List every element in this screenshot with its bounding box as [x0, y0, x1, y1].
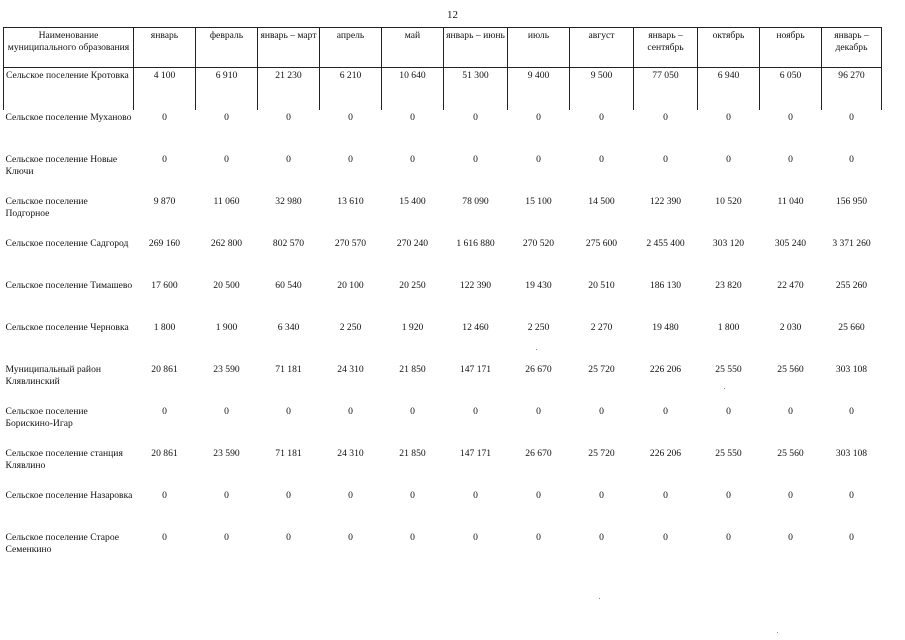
- row-value-cell: 0: [663, 154, 668, 165]
- row-value-cell: 0: [849, 112, 854, 123]
- row-value-cell: 0: [788, 490, 793, 501]
- row-value-cell: 11 060: [213, 196, 240, 207]
- table-row: [4, 362, 882, 404]
- row-value-cell: 0: [473, 112, 478, 123]
- row-value-cell: 0: [162, 532, 167, 543]
- row-value-cell: 0: [410, 532, 415, 543]
- row-value-cell: 23 590: [213, 364, 240, 375]
- row-value-cell: 147 171: [459, 364, 492, 375]
- table-row: [4, 320, 882, 362]
- table-row: [4, 278, 882, 320]
- row-value-cell: 17 600: [151, 280, 178, 291]
- row-value-cell: 2 455 400: [646, 238, 685, 249]
- row-value-cell: 0: [286, 112, 291, 123]
- row-value-cell: 0: [599, 112, 604, 123]
- scan-speck: [724, 388, 725, 389]
- row-value-cell: 24 310: [337, 448, 364, 459]
- row-value-cell: 14 500: [588, 196, 615, 207]
- row-municipality-name: Сельское поселение Борискино-Игар: [5, 406, 88, 429]
- row-value-cell: 186 130: [649, 280, 682, 291]
- row-value-cell: 2 270: [590, 322, 613, 333]
- row-value-cell: 26 670: [525, 364, 552, 375]
- row-value-cell: 0: [224, 154, 229, 165]
- row-value-cell: 32 980: [275, 196, 302, 207]
- row-value-cell: 0: [536, 406, 541, 417]
- row-value-cell: 6 050: [760, 68, 822, 111]
- column-header-period: январь – сентябрь: [634, 28, 698, 68]
- scan-speck: [599, 598, 600, 599]
- row-value-cell: 0: [599, 490, 604, 501]
- column-header-period: ноябрь: [760, 28, 822, 68]
- row-value-cell: 20 861: [151, 364, 178, 375]
- row-value-cell: 0: [599, 406, 604, 417]
- row-value-cell: 0: [224, 490, 229, 501]
- row-value-cell: 305 240: [774, 238, 807, 249]
- table-row: [4, 236, 882, 278]
- row-municipality-name: Сельское поселение Подгорное: [5, 196, 88, 219]
- row-value-cell: 147 171: [459, 448, 492, 459]
- row-value-cell: 9 870: [153, 196, 176, 207]
- row-value-cell: 10 520: [715, 196, 742, 207]
- row-value-cell: 1 616 880: [456, 238, 495, 249]
- row-value-cell: 0: [599, 532, 604, 543]
- row-value-cell: 0: [663, 532, 668, 543]
- row-value-cell: 21 850: [399, 448, 426, 459]
- row-value-cell: 262 800: [210, 238, 243, 249]
- row-value-cell: 2 030: [779, 322, 802, 333]
- row-value-cell: 0: [410, 406, 415, 417]
- row-value-cell: 802 570: [272, 238, 305, 249]
- row-value-cell: 10 640: [382, 68, 444, 111]
- row-value-cell: 12 460: [462, 322, 489, 333]
- row-value-cell: 0: [162, 406, 167, 417]
- column-header-period: январь – март: [258, 28, 320, 68]
- row-value-cell: 60 540: [275, 280, 302, 291]
- table-header-row: [4, 28, 882, 68]
- row-value-cell: 6 210: [320, 68, 382, 111]
- row-municipality-name: Сельское поселение Новые Ключи: [5, 154, 118, 177]
- row-municipality-name: Сельское поселение Старое Семенкино: [5, 532, 120, 555]
- row-municipality-name: Сельское поселение станция Клявлино: [5, 448, 123, 471]
- row-value-cell: 0: [788, 532, 793, 543]
- row-value-cell: 303 108: [835, 364, 868, 375]
- row-value-cell: 25 550: [715, 364, 742, 375]
- column-header-period: октябрь: [698, 28, 760, 68]
- row-value-cell: 25 550: [715, 448, 742, 459]
- row-value-cell: 303 108: [835, 448, 868, 459]
- table-row: [4, 110, 882, 152]
- row-value-cell: 13 610: [337, 196, 364, 207]
- row-value-cell: 78 090: [462, 196, 489, 207]
- row-value-cell: 0: [663, 112, 668, 123]
- row-value-cell: 275 600: [585, 238, 618, 249]
- row-value-cell: 0: [473, 490, 478, 501]
- row-value-cell: 23 820: [715, 280, 742, 291]
- row-value-cell: 0: [788, 406, 793, 417]
- row-value-cell: 303 120: [712, 238, 745, 249]
- row-value-cell: 0: [286, 490, 291, 501]
- row-value-cell: 0: [536, 112, 541, 123]
- row-value-cell: 25 720: [588, 448, 615, 459]
- row-value-cell: 0: [663, 406, 668, 417]
- row-value-cell: 0: [224, 406, 229, 417]
- row-value-cell: 0: [536, 154, 541, 165]
- column-header-period: май: [382, 28, 444, 68]
- row-value-cell: 0: [286, 154, 291, 165]
- row-value-cell: 2 250: [527, 322, 550, 333]
- row-value-cell: 269 160: [148, 238, 181, 249]
- row-value-cell: 22 470: [777, 280, 804, 291]
- row-value-cell: 0: [162, 154, 167, 165]
- row-value-cell: 96 270: [822, 68, 882, 111]
- row-value-cell: 0: [410, 490, 415, 501]
- row-value-cell: 0: [348, 154, 353, 165]
- row-value-cell: 0: [473, 154, 478, 165]
- row-value-cell: 20 500: [213, 280, 240, 291]
- row-municipality-name: Сельское поселение Садгород: [5, 238, 129, 249]
- row-value-cell: 25 720: [588, 364, 615, 375]
- table-row: [4, 488, 882, 530]
- row-value-cell: 0: [726, 406, 731, 417]
- row-value-cell: 0: [788, 112, 793, 123]
- row-value-cell: 0: [286, 532, 291, 543]
- row-value-cell: 1 800: [717, 322, 740, 333]
- row-municipality-name: Сельское поселение Тимашево: [5, 280, 133, 291]
- row-value-cell: 0: [473, 406, 478, 417]
- row-value-cell: 0: [348, 490, 353, 501]
- row-value-cell: 9 400: [508, 68, 570, 111]
- row-value-cell: 0: [536, 490, 541, 501]
- row-value-cell: 20 861: [151, 448, 178, 459]
- row-value-cell: 270 240: [396, 238, 429, 249]
- row-value-cell: 2 250: [339, 322, 362, 333]
- row-value-cell: 25 560: [777, 448, 804, 459]
- row-value-cell: 0: [788, 154, 793, 165]
- row-value-cell: 0: [663, 490, 668, 501]
- row-value-cell: 0: [286, 406, 291, 417]
- row-value-cell: 15 100: [525, 196, 552, 207]
- row-value-cell: 15 400: [399, 196, 426, 207]
- row-value-cell: 3 371 260: [832, 238, 871, 249]
- row-value-cell: 0: [726, 112, 731, 123]
- table-row: [4, 530, 882, 572]
- statistics-table: [3, 27, 882, 572]
- row-value-cell: 0: [348, 406, 353, 417]
- row-value-cell: 6 910: [196, 68, 258, 111]
- row-value-cell: 0: [849, 532, 854, 543]
- row-value-cell: 0: [726, 154, 731, 165]
- row-value-cell: 0: [473, 532, 478, 543]
- row-value-cell: 25 560: [777, 364, 804, 375]
- row-value-cell: 1 920: [401, 322, 424, 333]
- row-value-cell: 0: [726, 490, 731, 501]
- row-value-cell: 255 260: [835, 280, 868, 291]
- column-header-period: январь – декабрь: [822, 28, 882, 68]
- row-value-cell: 71 181: [275, 448, 302, 459]
- row-value-cell: 0: [726, 532, 731, 543]
- row-value-cell: 0: [410, 154, 415, 165]
- column-header-name: Наименование муниципального образования: [4, 28, 134, 68]
- row-municipality-name: Сельское поселение Черновка: [5, 322, 129, 333]
- row-municipality-name: Муниципальный район Клявлинский: [5, 364, 101, 387]
- column-header-period: август: [570, 28, 634, 68]
- row-value-cell: 11 040: [777, 196, 804, 207]
- row-value-cell: 20 510: [588, 280, 615, 291]
- row-value-cell: 25 660: [838, 322, 865, 333]
- row-value-cell: 23 590: [213, 448, 240, 459]
- page-number: 12: [447, 9, 458, 21]
- row-value-cell: 0: [348, 532, 353, 543]
- row-municipality-name: Сельское поселение Назаровка: [5, 490, 133, 501]
- row-value-cell: 20 250: [399, 280, 426, 291]
- row-value-cell: 20 100: [337, 280, 364, 291]
- table-row: [4, 194, 882, 236]
- column-header-period: январь: [134, 28, 196, 68]
- row-value-cell: 21 850: [399, 364, 426, 375]
- row-value-cell: 270 520: [522, 238, 555, 249]
- row-value-cell: 1 800: [153, 322, 176, 333]
- row-value-cell: 6 940: [698, 68, 760, 111]
- row-value-cell: 0: [599, 154, 604, 165]
- table-row: [4, 446, 882, 488]
- row-value-cell: 0: [849, 490, 854, 501]
- scan-speck: [777, 632, 778, 633]
- column-header-period: апрель: [320, 28, 382, 68]
- row-value-cell: 6 340: [277, 322, 300, 333]
- row-value-cell: 71 181: [275, 364, 302, 375]
- row-value-cell: 0: [849, 406, 854, 417]
- row-value-cell: 0: [410, 112, 415, 123]
- column-header-period: февраль: [196, 28, 258, 68]
- row-value-cell: 0: [536, 532, 541, 543]
- row-value-cell: 0: [162, 112, 167, 123]
- column-header-period: январь – июнь: [444, 28, 508, 68]
- row-value-cell: 1 900: [215, 322, 238, 333]
- row-value-cell: 226 206: [649, 448, 682, 459]
- table-row: [4, 152, 882, 194]
- table-row: [4, 68, 882, 111]
- row-municipality-name: Сельское поселение Кротовка: [4, 68, 134, 111]
- row-value-cell: 77 050: [634, 68, 698, 111]
- row-value-cell: 0: [224, 112, 229, 123]
- row-municipality-name: Сельское поселение Муханово: [5, 112, 132, 123]
- row-value-cell: 0: [348, 112, 353, 123]
- row-value-cell: 0: [162, 490, 167, 501]
- row-value-cell: 156 950: [835, 196, 868, 207]
- row-value-cell: 26 670: [525, 448, 552, 459]
- row-value-cell: 51 300: [444, 68, 508, 111]
- row-value-cell: 24 310: [337, 364, 364, 375]
- row-value-cell: 122 390: [649, 196, 682, 207]
- row-value-cell: 0: [849, 154, 854, 165]
- row-value-cell: 21 230: [258, 68, 320, 111]
- row-value-cell: 19 430: [525, 280, 552, 291]
- row-value-cell: 19 480: [652, 322, 679, 333]
- row-value-cell: 122 390: [459, 280, 492, 291]
- table-row: [4, 404, 882, 446]
- scan-speck: [536, 349, 537, 350]
- row-value-cell: 4 100: [134, 68, 196, 111]
- row-value-cell: 9 500: [570, 68, 634, 111]
- row-value-cell: 226 206: [649, 364, 682, 375]
- row-value-cell: 0: [224, 532, 229, 543]
- column-header-period: июль: [508, 28, 570, 68]
- row-value-cell: 270 570: [334, 238, 367, 249]
